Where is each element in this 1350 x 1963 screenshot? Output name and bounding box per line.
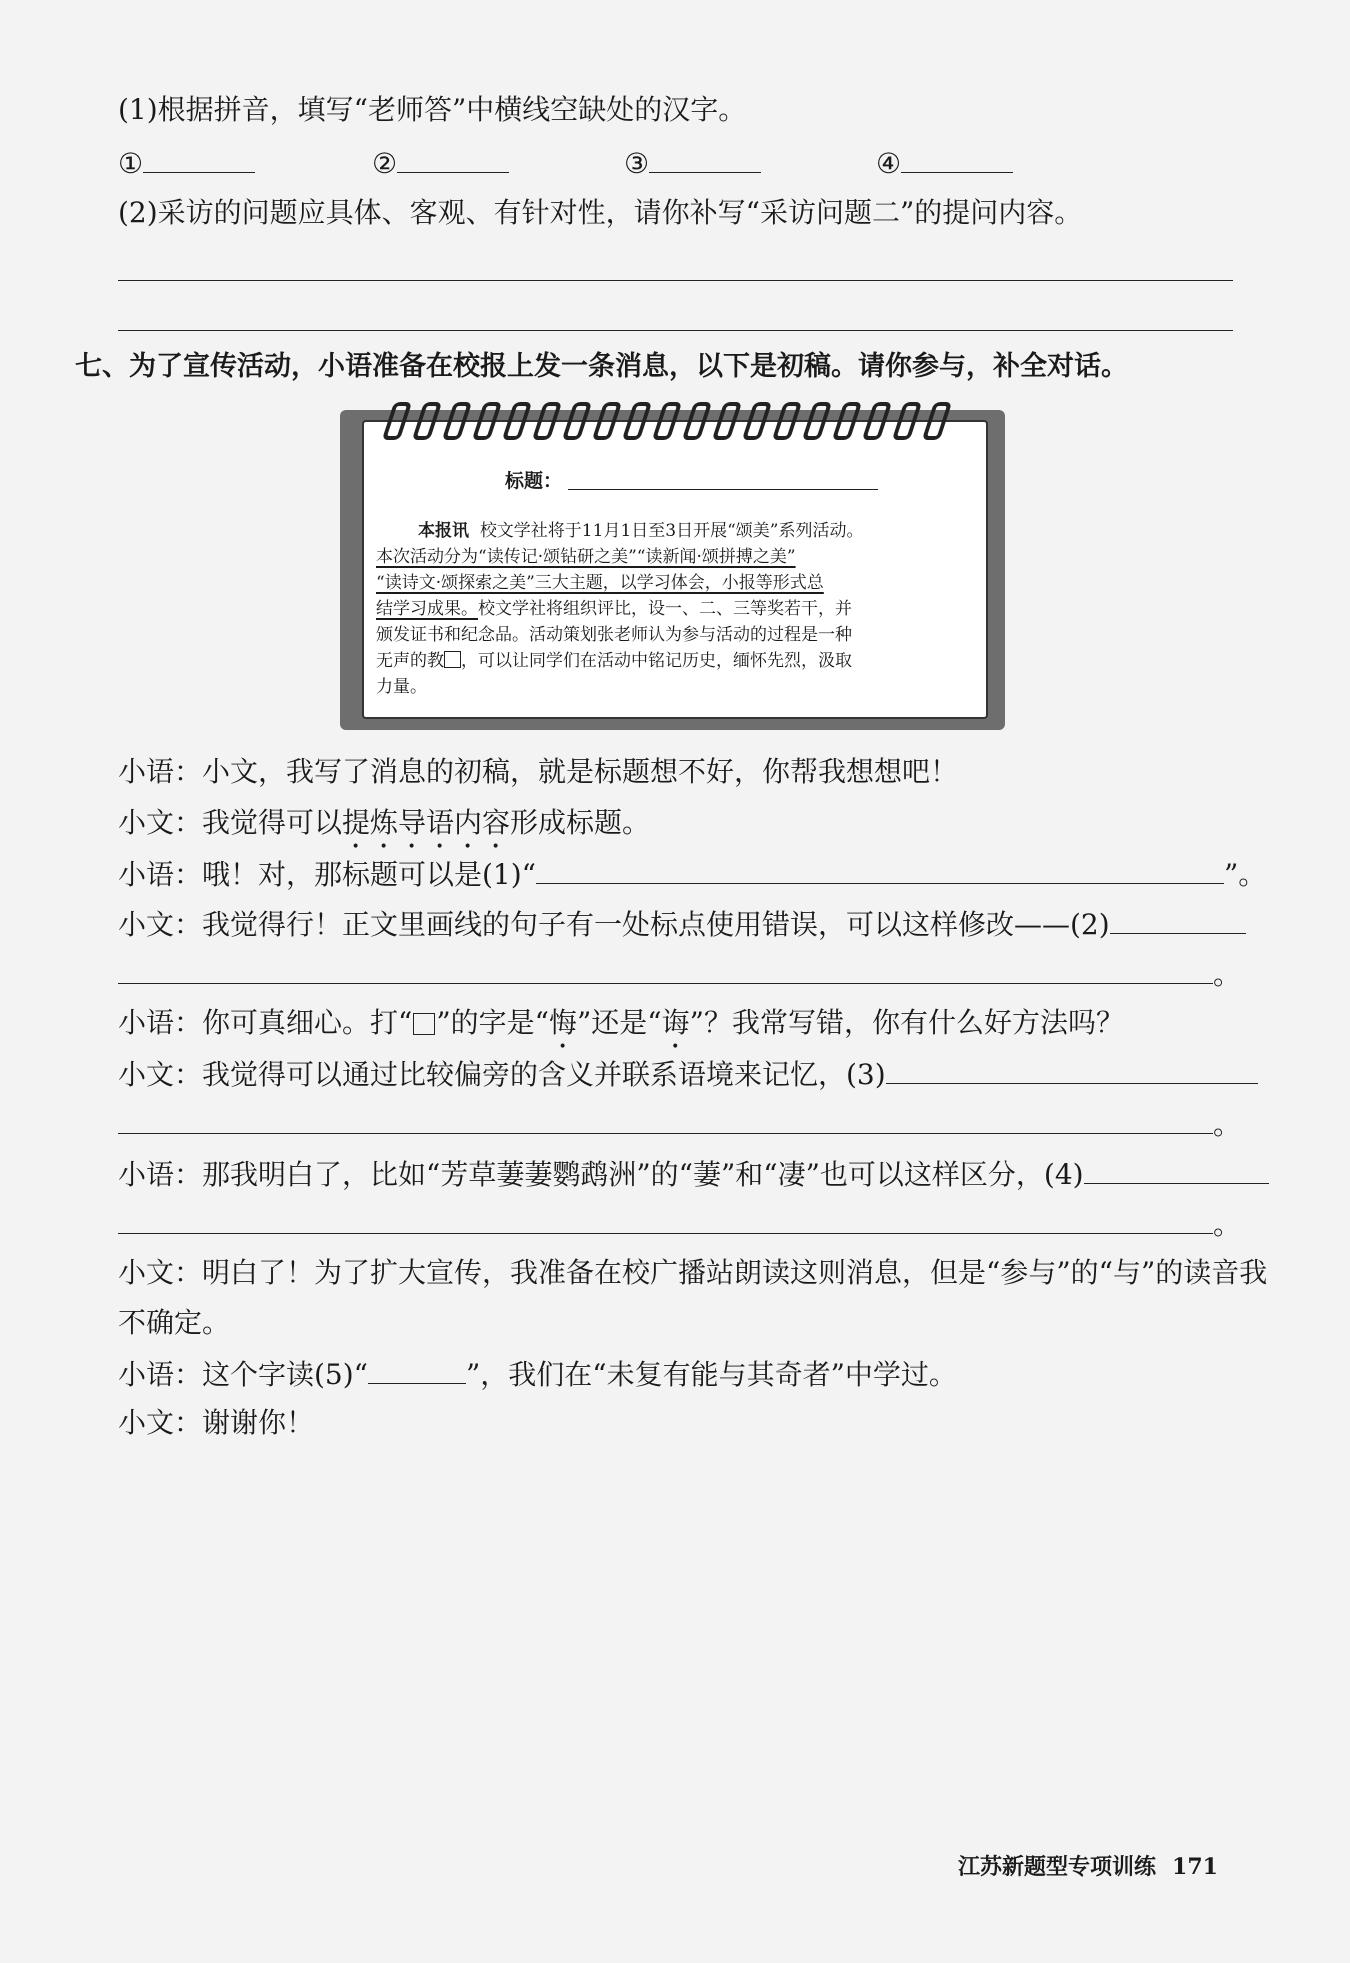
dialogue-9-text-b: ”，我们在“未复有能与其奇者”中学过。 [465,1358,957,1391]
dialogue-line-7 [118,1153,1269,1195]
dialogue-line-5 [118,1003,1124,1055]
notepad-lead: 本报讯 [418,521,469,541]
dialogue-5-text-a: 小语：你可真细心。打“ [118,1006,413,1039]
circled-number-4: ④ [876,147,902,180]
missing-character-box [444,651,461,668]
answer-blank-3[interactable] [649,142,761,173]
emphasized-char-hui-regret: 悔 [548,1006,577,1039]
dialogue-line-10: 小文：谢谢你！ [118,1406,315,1439]
emphasized-phrase: 提炼导语内容 [342,806,511,839]
dialogue-7-text: 小语：那我明白了，比如“芳草萋萋鹦鹉洲”的“萋”和“凄”也可以这样区分，(4) [118,1158,1084,1191]
period: 。 [1213,1108,1242,1141]
dialogue-line-7-continued [118,1203,1241,1245]
blank-2[interactable] [372,142,509,184]
answer-blank-4[interactable] [901,142,1013,173]
answer-blank-q7-5[interactable] [368,1353,466,1384]
dialogue-line-2 [118,803,650,855]
missing-character-box-inline [413,1013,435,1035]
blank-4[interactable] [876,142,1013,184]
notepad-spiral-rings [388,402,968,436]
dialogue-line-1: 小语：小文，我写了消息的初稿，就是标题想不好，你帮我想想吧！ [118,755,959,788]
dialogue-line-3 [118,853,1266,895]
dialogue-line-4 [118,903,1246,945]
notepad-line-1 [376,519,1013,545]
dialogue-3-text-a: 小语：哦！对，那标题可以是(1)“ [118,858,536,891]
notepad-line-3 [376,571,971,597]
circled-number-2: ② [372,147,398,180]
answer-blank-q7-3a[interactable] [886,1053,1258,1084]
period: 。 [1213,1208,1242,1241]
answer-blank-q7-3b[interactable] [118,1103,1213,1134]
notepad-line-4 [376,597,971,623]
notepad-title-label: 标题： [505,470,563,492]
emphasized-char-hui-teach: 诲 [661,1006,690,1039]
dialogue-4-text: 小文：我觉得行！正文里画线的句子有一处标点使用错误，可以这样修改——(2) [118,908,1110,941]
dialogue-5-text-f: ”？我常写错，你有什么好方法吗？ [689,1006,1124,1039]
dialogue-line-4-continued [118,953,1241,995]
dialogue-2-text-a: 小文：我觉得可以 [118,806,343,839]
dialogue-line-9 [118,1353,957,1395]
book-title: 江苏新题型专项训练 [958,1855,1157,1880]
dialogue-2-text-c: 形成标题。 [510,806,651,839]
notepad-line-7: 力量。 [376,677,427,697]
answer-blank-q7-4a[interactable] [1084,1153,1269,1184]
q7-heading: 七、为了宣传活动，小语准备在校报上发一条消息，以下是初稿。请你参与，补全对话。 [75,351,1128,382]
notepad-line-5: 颁发证书和纪念品。活动策划张老师认为参与活动的过程是一种 [376,625,852,645]
answer-blank-q7-1[interactable] [536,853,1224,884]
blank-3[interactable] [624,142,761,184]
answer-blank-1[interactable] [143,142,255,173]
notepad-text-6a: 无声的教 [376,651,444,671]
q6-part1-instruction: (1)根据拼音，填写“老师答”中横线空缺处的汉字。 [118,93,747,126]
notepad-text-4a: 结学习成果。 [376,599,478,619]
notepad-title-blank[interactable] [568,489,878,490]
blank-1[interactable] [118,142,255,184]
answer-blank-q7-2a[interactable] [1110,903,1246,934]
answer-line-q6-2[interactable] [118,330,1233,331]
notepad-text-1: 校文学社将于11月1日至3日开展“颂美”系列活动。 [479,521,864,541]
notepad-text-6b: ，可以让同学们在活动中铭记历史，缅怀先烈，汲取 [461,651,852,671]
dialogue-6-text: 小文：我觉得可以通过比较偏旁的含义并联系语境来记忆，(3) [118,1058,886,1091]
dialogue-line-8-continued: 不确定。 [118,1306,231,1339]
dialogue-5-text-d: ”还是“ [576,1006,662,1039]
answer-blank-q7-2b[interactable] [118,953,1213,984]
dialogue-line-6 [118,1053,1258,1095]
dialogue-3-text-b: ”。 [1223,858,1267,891]
answer-line-q6-1[interactable] [118,280,1233,281]
period: 。 [1213,958,1242,991]
dialogue-5-text-b: ”的字是“ [436,1006,549,1039]
circled-number-1: ① [118,147,144,180]
q6-part2-instruction: (2)采访的问题应具体、客观、有针对性，请你补写“采访问题二”的提问内容。 [118,196,1083,229]
answer-blank-q7-4b[interactable] [118,1203,1213,1234]
page-footer [958,1850,1218,1881]
notepad-line-2: 本次活动分为“读传记·颂钻研之美”“读新闻·颂拼搏之美” [376,547,796,567]
notepad-line-6 [376,649,971,675]
dialogue-9-text-a: 小语：这个字读(5)“ [118,1358,368,1391]
dialogue-line-8: 小文：明白了！为了扩大宣传，我准备在校广播站朗读这则消息，但是“参与”的“与”的读音我 [118,1256,1268,1289]
notepad-text-4b: 校文学社将组织评比，设一、二、三等奖若干，并 [478,599,852,619]
dialogue-line-6-continued [118,1103,1241,1145]
notepad-text-3: “读诗文·颂探索之美”三大主题，以学习体会，小报等形式总 [376,573,824,593]
answer-blank-2[interactable] [397,142,509,173]
page-number: 171 [1172,1854,1218,1880]
circled-number-3: ③ [624,147,650,180]
